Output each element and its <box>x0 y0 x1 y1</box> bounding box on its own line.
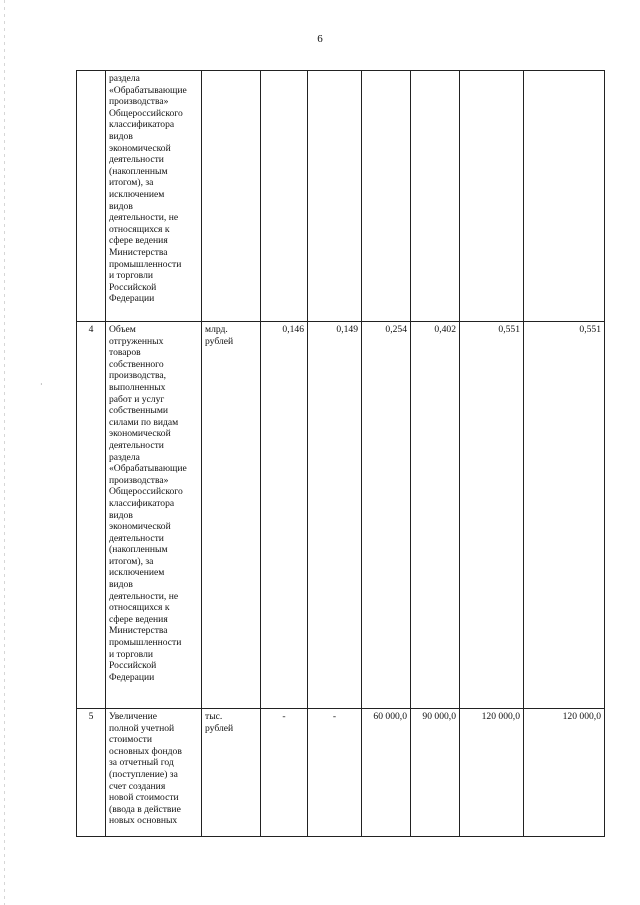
value-cell: 0,149 <box>308 322 362 709</box>
value-cell <box>460 71 524 322</box>
value-cell: 0,402 <box>411 322 460 709</box>
value-cell: 0,551 <box>524 322 605 709</box>
value-cell: 0,551 <box>460 322 524 709</box>
value-cell: - <box>308 709 362 837</box>
indicator-name: раздела «Обрабатывающие производства» Общероссийского классификатора видов экономической деятельности (накопленным итогом), за исключением видов деятельности, не относящихся к сфере ведения Министерства промышленности и торговли Российской Федерации <box>106 71 202 322</box>
value-cell <box>524 71 605 322</box>
value-cell: 0,254 <box>362 322 411 709</box>
scan-mark: · <box>40 380 43 389</box>
value-cell <box>308 71 362 322</box>
indicator-table <box>76 70 605 837</box>
value-cell <box>261 71 308 322</box>
value-cell: 120 000,0 <box>524 709 605 837</box>
row-number: 5 <box>77 709 106 837</box>
table-row <box>77 709 605 837</box>
value-cell: 60 000,0 <box>362 709 411 837</box>
unit-cell: млрд. рублей <box>202 322 261 709</box>
page-number: 6 <box>317 33 323 45</box>
row-number: 4 <box>77 322 106 709</box>
scan-edge <box>4 0 5 905</box>
value-cell: 90 000,0 <box>411 709 460 837</box>
value-cell: - <box>261 709 308 837</box>
unit-cell <box>202 71 261 322</box>
value-cell: 0,146 <box>261 322 308 709</box>
table-row <box>77 322 605 709</box>
unit-cell: тыс. рублей <box>202 709 261 837</box>
row-number <box>77 71 106 322</box>
indicator-name: Увеличение полной учетной стоимости основных фондов за отчетный год (поступление) за счет создания новой стоимости (ввода в действие новых основных <box>106 709 202 837</box>
table-row <box>77 71 605 322</box>
value-cell <box>362 71 411 322</box>
value-cell: 120 000,0 <box>460 709 524 837</box>
indicator-name: Объем отгруженных товаров собственного производства, выполненных работ и услуг собственными силами по видам экономической деятельности раздела «Обрабатывающие производства» Общероссийского классификатора видов экономической деятельности (накопленным итогом), за исключением видов деятельности, не относящихся к сфере ведения Министерства промышленности и торговли Российской Федерации <box>106 322 202 709</box>
value-cell <box>411 71 460 322</box>
